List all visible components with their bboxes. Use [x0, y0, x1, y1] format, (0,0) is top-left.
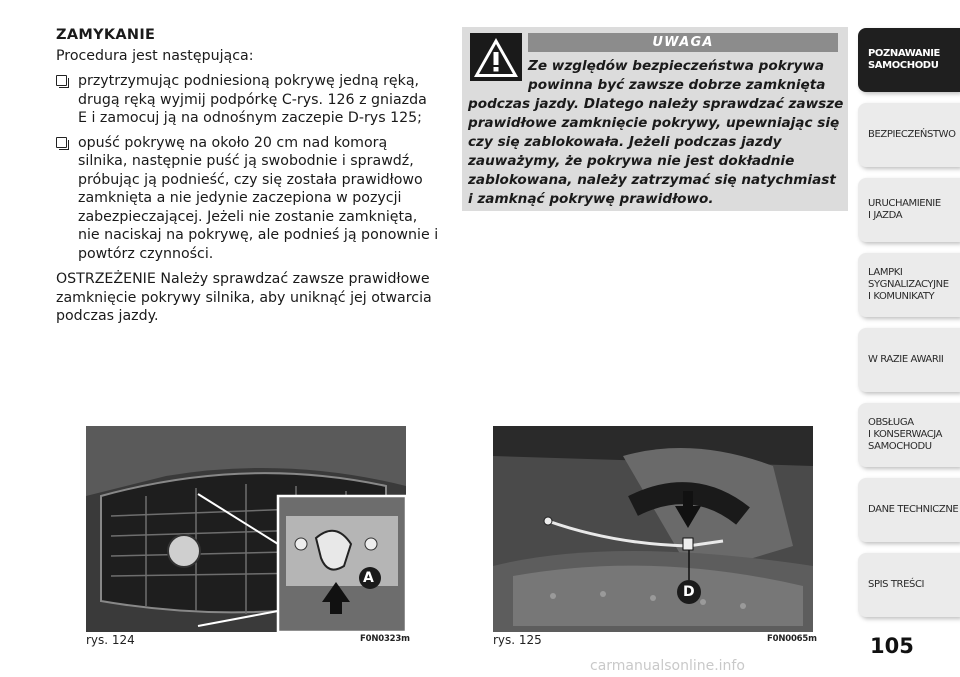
page-number: 105 — [870, 634, 914, 658]
intro-text: Procedura jest następująca: — [56, 47, 254, 64]
main-text-column — [56, 26, 440, 333]
figure-hood-grille — [86, 426, 406, 632]
warning-title: UWAGA — [528, 33, 838, 52]
list-item: opuść pokrywę na około 20 cm nad komorą silnika, następnie puść ją swobodnie i sprawdź, próbując ją podnieść, czy się została prawidłowo zamknięta a nie jedynie zaczepiona w pozycji zabezpieczającej. Jeżeli nie zostanie zamknięta, nie naciskaj na pokrywę, ale podnieś ją ponownie i powtórz czynności. — [56, 134, 440, 264]
checkbox-bullet-icon — [56, 75, 67, 86]
procedure-list — [56, 72, 440, 263]
figure-label-d: D — [683, 584, 695, 600]
tab-uruchamienie-i-jazda[interactable]: URUCHAMIENIE I JAZDA — [858, 178, 960, 242]
figure-code: F0N0323m — [360, 634, 410, 644]
watermark-text: carmanualsonline.info — [590, 658, 745, 674]
chapter-sidebar — [858, 28, 960, 628]
figure-engine-bay — [493, 426, 813, 632]
warning-text: Ze względów bezpieczeństwa pokrywa powinna być zawsze dobrze zamknięta podczas jazdy. Dlatego należy sprawdzać zawsze prawidłowe zamknięcie pokrywy, upewniając się czy się zablokowała. Jeżeli podczas jazdy zauważymy, że pokrywa nie jest dokładnie zablokowana, należy zatrzymać się natychmiast i zamknąć pokrywę prawidłowo. — [468, 58, 844, 207]
tab-bezpieczenstwo[interactable]: BEZPIECZEŃSTWO — [858, 103, 960, 167]
tab-dane-techniczne[interactable]: DANE TECHNICZNE — [858, 478, 960, 542]
figure-caption: rys. 125 — [493, 633, 542, 647]
tab-spis-tresci[interactable]: SPIS TREŚCI — [858, 553, 960, 617]
tab-obsluga-i-konserwacja[interactable]: OBSŁUGA I KONSERWACJA SAMOCHODU — [858, 403, 960, 467]
tab-w-razie-awarii[interactable]: W RAZIE AWARII — [858, 328, 960, 392]
tab-lampki-sygnalizacyjne[interactable]: LAMPKI SYGNALIZACYJNE I KOMUNIKATY — [858, 253, 960, 317]
checkbox-bullet-icon — [56, 137, 67, 148]
warning-box — [462, 27, 848, 211]
warning-paragraph: OSTRZEŻENIE Należy sprawdzać zawsze prawidłowe zamknięcie pokrywy silnika, aby uniknąć jej otwarcia podczas jazdy. — [56, 271, 432, 324]
tab-poznawanie-samochodu[interactable]: POZNAWANIE SAMOCHODU — [858, 28, 960, 92]
list-item: przytrzymując podniesioną pokrywę jedną ręką, drugą ręką wyjmij podpórkę C-rys. 126 z gniazda E i zamocuj ją na odnośnym zaczepie D-rys 125; — [56, 72, 440, 128]
figure-label-a: A — [363, 570, 374, 586]
figure-caption: rys. 124 — [86, 633, 135, 647]
figure-code: F0N0065m — [767, 634, 817, 644]
section-heading: ZAMYKANIE — [56, 27, 156, 43]
